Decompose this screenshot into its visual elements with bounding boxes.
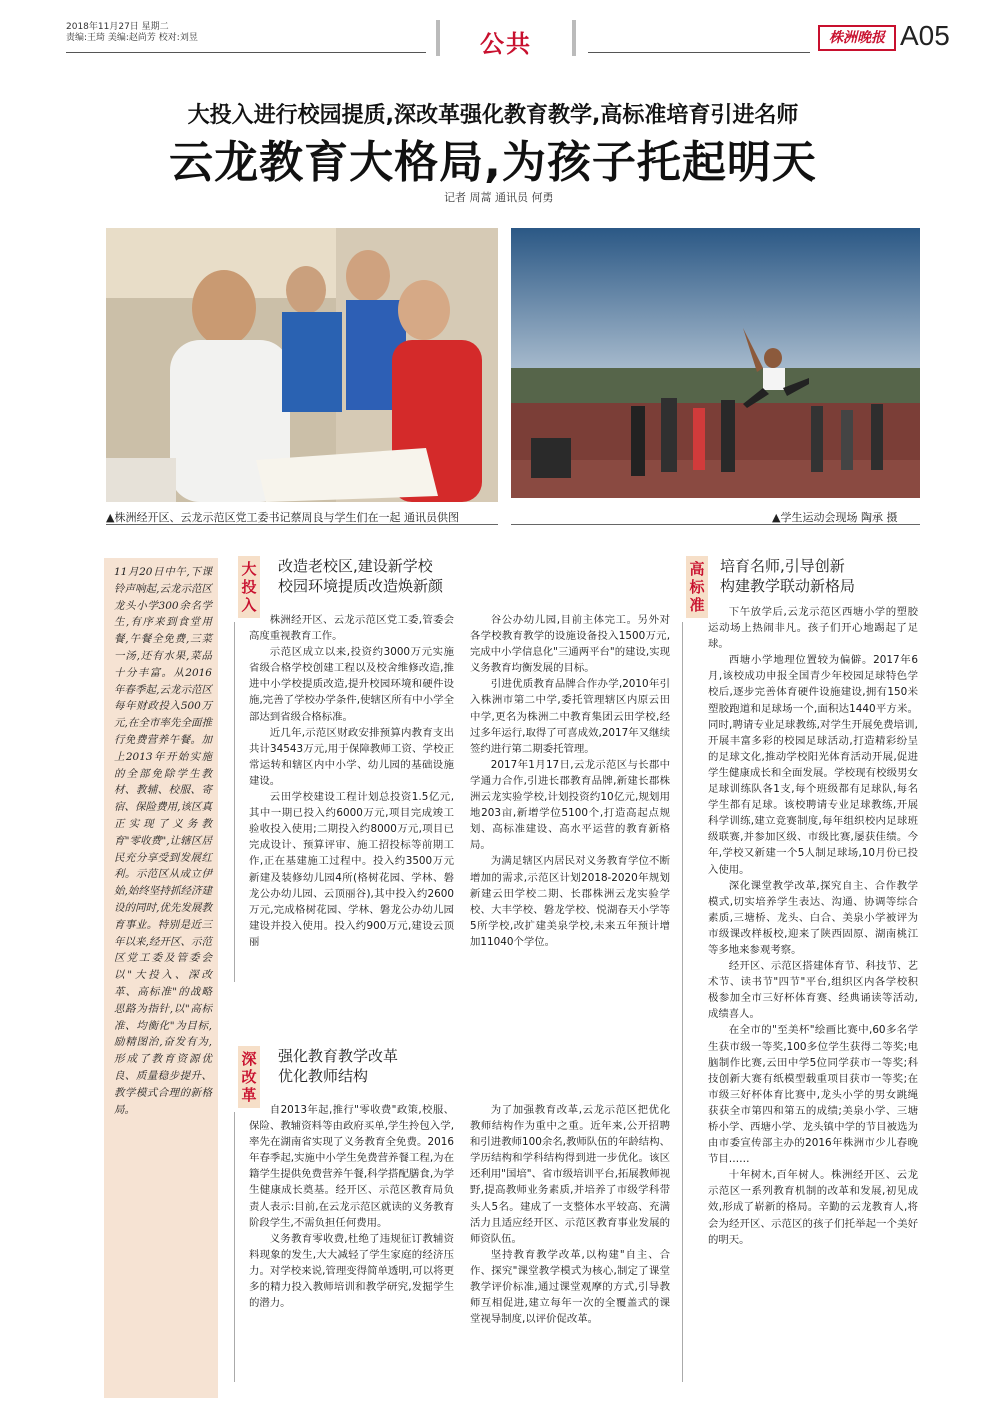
section-tag-high-standard: 高标准: [686, 556, 708, 618]
section-rule: [234, 622, 235, 982]
article-headline: 云龙教育大格局,为孩子托起明天: [169, 137, 817, 188]
caption-rule-left: [106, 524, 498, 525]
s2-column-1: [249, 1102, 454, 1311]
photo-officials-with-students: [106, 228, 498, 502]
s1-column-1: [249, 612, 454, 950]
paragraph: 十年树木,百年树人。株洲经开区、云龙示范区一系列教育机制的改革和发展,初见成效,形成了崭新的格局。辛勤的云龙教育人,将会为经开区、示范区的孩子们托举起一个美好的明天。: [708, 1169, 918, 1246]
paragraph: 在全市的"至美杯"绘画比赛中,60多名学生获市级一等奖,100多位学生获得二等奖;电脑制作比赛,云田中学5位同学获市一等奖;科技创新大赛有纸模型载重项目获市一等奖;在市级三好杯体育比赛中,龙头小学的男女跳绳获获全市第四和第五的成绩;美泉小学、三塘桥小学、西塘小学、龙头镇中学的节目被选为由市委宣传部主办的2016年株洲市少儿春晚节目……: [708, 1024, 918, 1166]
section-tag-big-investment: 大投入: [238, 556, 260, 618]
paragraph: 引进优质教育品牌合作办学,2010年引入株洲市第二中学,委托管理辖区内原云田中学,更名为株洲二中教育集团云田学校,经过多年运行,取得了可喜成效,2017年又继续签约进行第二期委托管理。: [470, 678, 670, 755]
s1-column-2: [470, 612, 670, 950]
paragraph: 坚持教育教学改革,以构建"自主、合作、探究"课堂教学模式为核心,制定了课堂教学评价标准,通过课堂观摩的方式,引导教师互相促进,建立每年一次的全覆盖式的课堂视导制度,以评价促改革。: [470, 1248, 670, 1326]
header-divider-left: [436, 20, 440, 56]
header-rule-left: [66, 52, 426, 53]
paragraph: 深化课堂教学改革,探究自主、合作教学模式,切实培养学生表达、沟通、协调等综合素质,三塘桥、龙头、白合、美泉小学被评为市级课改样板校,迎来了陕西固原、湖南桃江等多地来参观考察。: [708, 879, 918, 956]
paragraph: 为满足辖区内居民对义务教育学位不断增加的需求,示范区计划2018-2020年规划新建云田学校二期、长郡株洲云龙实验学校、大丰学校、磐龙学校、悦湖春天小学等5所学校,改扩建美泉学校,未来五年预计增加11040个学位。: [470, 855, 670, 948]
header-meta: [66, 22, 198, 44]
section-title-line: 改造老校区,建设新学校: [278, 557, 433, 575]
s2-column-2: [470, 1102, 670, 1327]
paragraph: 近几年,示范区财政安排预算内教育支出共计34543万元,用于保障教师工资、学校正常运转和辖区内中小学、幼儿园的基础设施建设。: [249, 726, 454, 787]
section-label: 公共: [480, 29, 532, 58]
paragraph: 西塘小学地理位置较为偏僻。2017年6月,该校成功申报全国青少年校园足球特色学校后,逐步完善体育硬件设施建设,拥有150米塑胶跑道和足球场一个,面积达1440平方米。同时,聘请专业足球教练,对学生开展免费培训,开展丰富多彩的校园足球活动,打造精彩纷呈的足球文化,推动学校阳光体育活动开展,促进学生健康成长和全面发展。学校现有校级男女足球训练队各1支,每个班级都有足球队,每名学生都有足球。该校聘请专业足球教练,开展科学训练,建立竞赛制度,每年组织校内足球班级联赛,并参加区级、市级比赛,屡获佳绩。今年,学校又新建一个5人制足球场,10月份已投入使用。: [708, 654, 918, 876]
paragraph: 自2013年起,推行"零收费"政策,校服、保险、教辅资料等由政府买单,学生拎包入学,率先在湖南省实现了义务教育全免费。2016年春季起,实施中小学生免费营养餐工程,为在籍学生提供免费营养午餐,科学搭配膳食,为学生健康成长奠基。经开区、示范区教育局负责人表示:目前,在云龙示范区就读的义务教育阶段学生,不需负担任何费用。: [249, 1104, 454, 1229]
paragraph: 义务教育零收费,杜绝了违规征订教辅资料现象的发生,大大减轻了学生家庭的经济压力。对学校来说,管理变得简单透明,可以将更多的精力投入教师培训和教学研究,发掘学生的潜力。: [249, 1232, 454, 1310]
paragraph: 经开区、示范区搭建体育节、科技节、艺术节、读书节"四节"平台,组织区内各学校积极参加全市三好杯体育赛、经典诵读等活动,成绩喜人。: [708, 960, 918, 1021]
section-title-line: 校园环境提质改造焕新颜: [278, 577, 444, 595]
s3-column: [708, 604, 918, 1248]
paragraph: 2017年1月17日,云龙示范区与长郡中学通力合作,引进长郡教育品牌,新建长郡株洲云龙实验学校,计划投资约10亿元,规划用地203亩,新增学位5100个,打造高起点规划、高标准建设、高水平运营的教育新格局。: [470, 758, 670, 852]
header-divider-right: [572, 20, 576, 56]
section-title-line: 优化教师结构: [278, 1067, 369, 1085]
article-subhead: 大投入进行校园提质,深改革强化教育教学,高标准培育引进名师: [187, 103, 799, 128]
paragraph: 示范区成立以来,投资约3000万元实施省级合格学校创建工程以及校舍维修改造,推进中小学校提质改造,提升校园环境和硬件设施,完善了学校办学条件,使辖区所有中小学全部达到省级合格标准。: [249, 646, 454, 723]
paragraph: 下午放学后,云龙示范区西塘小学的塑胶运动场上热闹非凡。孩子们开心地踢起了足球。: [708, 606, 918, 651]
section-title-line: 培育名师,引导创新: [720, 557, 845, 575]
page-number: A05: [900, 20, 950, 51]
header-rule-right: [588, 52, 810, 53]
paragraph: 云田学校建设工程计划总投资1.5亿元,其中一期已投入约6000万元,项目完成竣工验收投入使用;二期投入约8000万元,项目已完成设计、预算评审、施工招投标等前期工作,正在基建施工过程中。投入约3500万元新建及装修幼儿园4所(格树花园、学林、磐龙公办幼儿园、云顶丽谷),其中投入约2600万元,完成格树花园、学林、磐龙公办幼儿园建设并投入使用。投入约900万元,建设云顶丽: [249, 791, 454, 948]
section-title-big-investment: [278, 556, 443, 596]
section-rule: [682, 622, 683, 1382]
section-title-line: 构建教学联动新格局: [720, 577, 856, 595]
paper-name-logo: 株洲晚报: [818, 25, 896, 51]
lead-sidebar-text: 11月20日中午,下课铃声响起,云龙示范区龙头小学300余名学生,有序来到食堂用餐,午餐全免费,三菜一汤,还有水果,菜品十分丰富。从2016年春季起,云龙示范区每年财政投入500万元,在全市率先全面推行免费营养午餐。加上2013年开始实施的全部免除学生教材、教辅、校服、寄宿、保险费用,该区真正实现了义务教育"零收费",让辖区居民充分享受到发展红利。示范区从成立伊始,始终坚持抓经济建设的同时,优先发展教育事业。特别是近三年以来,经开区、示范区党工委及管委会以"大投入、深改革、高标准"的战略思路为指针,以"高标准、均衡化"为目标,励精图治,奋发有为,形成了教育资源优良、质量稳步提升、教学模式合理的新格局。: [114, 566, 212, 1116]
staff-line: 责编:王琦 美编:赵尚芳 校对:刘昱: [66, 33, 198, 43]
section-tag-deep-reform: 深改革: [238, 1046, 260, 1108]
photo-caption-right: ▲学生运动会现场 陶承 摄: [772, 511, 898, 524]
section-title-deep-reform: [278, 1046, 398, 1086]
section-title-high-standard: [720, 556, 855, 596]
date-line: 2018年11月27日 星期二: [66, 22, 169, 32]
section-title-line: 强化教育教学改革: [278, 1047, 399, 1065]
paragraph: 株洲经开区、云龙示范区党工委,管委会高度重视教育工作。: [249, 614, 454, 643]
paragraph: 为了加强教育改革,云龙示范区把优化教师结构作为重中之重。近年来,公开招聘和引进教师100余名,教师队伍的年龄结构、学历结构和学科结构得到进一步优化。该区还利用"国培"、省市级培训平台,拓展教师视野,提高教师业务素质,并培养了市级学科带头人5名。建成了一支整体水平较高、充满活力且适应经开区、示范区教育事业发展的师资队伍。: [470, 1104, 670, 1245]
article-byline: 记者 周蒿 通讯员 何勇: [444, 191, 554, 204]
section-rule: [234, 1112, 235, 1382]
caption-rule-right: [511, 524, 920, 525]
photo-caption-left: ▲株洲经开区、云龙示范区党工委书记蔡周良与学生们在一起 通讯员供图: [106, 511, 459, 524]
paragraph: 谷公办幼儿园,目前主体完工。另外对各学校教育教学的设施设备投入1500万元,完成中小学信息化"三通两平台"的建设,实现义务教育均衡发展的目标。: [470, 614, 670, 675]
photo-sports-meet-long-jump: [511, 228, 920, 498]
